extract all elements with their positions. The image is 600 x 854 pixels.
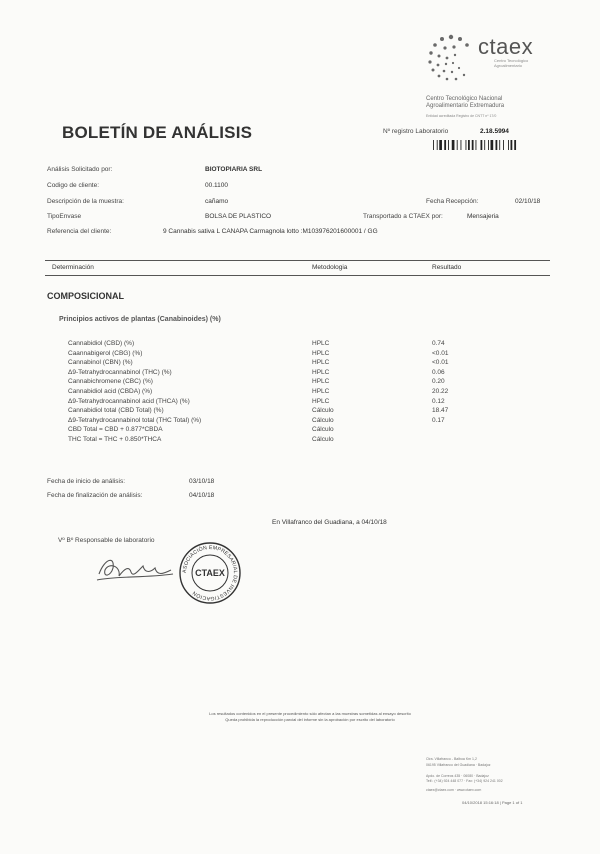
page-title: BOLETÍN DE ANÁLISIS xyxy=(62,123,253,142)
client-ref-value: 9 Cannabis sativa L CANAPA Carmagnola lotto :M103976201600001 / GG xyxy=(163,228,378,235)
table-row xyxy=(0,369,600,379)
method-cell: HPLC xyxy=(312,368,330,376)
table-row xyxy=(0,388,600,398)
registry-value: 2.18.5994 xyxy=(480,128,509,135)
method-cell: HPLC xyxy=(312,388,330,395)
start-date-label: Fecha de inicio de análisis: xyxy=(47,478,126,485)
section-title: COMPOSICIONAL xyxy=(47,291,125,301)
table-header-rule xyxy=(45,275,550,276)
address-line-4: Telf.: (+34) 924 448 077 · Fax: (+34) 924 241 002 xyxy=(426,779,503,783)
determination-cell: Δ9-Tetrahydrocannabinol (THC) (%) xyxy=(68,368,172,376)
center-name: Centro Tecnológico Nacional Agroalimentario Extremadura xyxy=(426,96,505,109)
table-row xyxy=(0,378,600,388)
table-row xyxy=(0,340,600,350)
determination-cell: Cannabidiol (CBD) (%) xyxy=(68,340,135,347)
subsection-title: Principios activos de plantas (Canabinoides) (%) xyxy=(59,316,221,323)
address-line-5: ctaex@ctaex.com · www.ctaex.com xyxy=(426,788,482,792)
determination-cell: Cannabidiol acid (CBDA) (%) xyxy=(68,388,153,395)
place-date: En Villafranco del Guadiana, a 04/10/18 xyxy=(272,519,387,526)
table-top-rule xyxy=(45,260,550,261)
determination-cell: CBD Total = CBD + 0.877*CBDA xyxy=(68,426,163,434)
result-cell: 0.06 xyxy=(432,368,445,376)
method-cell: Cálculo xyxy=(312,416,334,424)
ctaex-logo-icon xyxy=(425,32,477,84)
col-method: Metodologia xyxy=(312,264,348,271)
footer-note-1: Los resultados contenidos en el presente procedimiento sólo afectan a las muestras sometidas al ensayo descrito xyxy=(209,711,411,716)
table-row xyxy=(0,350,600,360)
requested-by-value: BIOTOPIARIA SRL xyxy=(205,166,263,173)
determination-cell: Δ9-Tetrahydrocannabinol total (THC Total) (%) xyxy=(68,416,202,424)
result-cell: <0.01 xyxy=(432,359,449,367)
reception-label: Fecha Recepción: xyxy=(426,198,479,205)
center-accreditation: Entidad acreditada Registro de CNTT nº 17/0 xyxy=(426,114,497,118)
requested-by-label: Análisis Solicitado por: xyxy=(47,166,113,173)
stamp-center-text: CTAEX xyxy=(195,568,225,578)
table-row xyxy=(0,417,600,427)
transport-label: Transportado a CTAEX por: xyxy=(363,213,443,220)
transport-value: Mensajeria xyxy=(467,213,499,220)
result-cell: <0.01 xyxy=(432,349,449,357)
address-line-3: Apdo. de Correos 435 · 06080 · Badajoz xyxy=(426,774,489,778)
start-date-value: 03/10/18 xyxy=(189,478,215,485)
result-cell: 0.17 xyxy=(432,416,445,424)
result-cell: 0.20 xyxy=(432,378,445,386)
method-cell: HPLC xyxy=(312,349,330,357)
method-cell: HPLC xyxy=(312,397,330,405)
determination-cell: Cannabinol (CBN) (%) xyxy=(68,359,133,367)
client-ref-label: Referencia del cliente: xyxy=(47,228,112,235)
table-row xyxy=(0,398,600,408)
barcode-icon xyxy=(433,140,543,150)
method-cell: HPLC xyxy=(312,359,330,367)
signature-icon xyxy=(95,548,175,588)
result-cell: 0.74 xyxy=(432,340,445,347)
method-cell: HPLC xyxy=(312,340,330,347)
address-line-1: Ctra. Villafranco - Balboa Km 1,2 xyxy=(426,757,477,761)
stamp-ring-text: ASOCIACIÓN EMPRESARIAL DE INVESTIGACIÓN xyxy=(181,544,239,602)
end-date-value: 04/10/18 xyxy=(189,492,215,499)
page-info: 04/10/2018 15:16:18 | Page 1 of 1 xyxy=(462,800,523,805)
determination-cell: Δ9-Tetrahydrocannabinol acid (THCA) (%) xyxy=(68,397,190,405)
determination-cell: Cannabidiol total (CBD Total) (%) xyxy=(68,407,164,415)
table-row xyxy=(0,436,600,446)
address-line-2: 06195 Villafranco del Guadiana · Badajoz xyxy=(426,763,491,767)
sample-desc-value: cañamo xyxy=(205,198,229,205)
client-code-value: 00.1100 xyxy=(205,182,229,189)
table-row xyxy=(0,407,600,417)
method-cell: Cálculo xyxy=(312,436,334,443)
lab-stamp-icon xyxy=(178,541,242,605)
determination-cell: THC Total = THC + 0.850*THCA xyxy=(68,436,162,443)
table-row xyxy=(0,426,600,436)
sample-desc-label: Descripción de la muestra: xyxy=(47,198,124,205)
reception-value: 02/10/18 xyxy=(515,198,541,205)
lab-responsible-label: Vº Bº Responsable de laboratorio xyxy=(58,537,155,544)
container-label: TipoEnvase xyxy=(47,213,82,220)
client-code-label: Codigo de cliente: xyxy=(47,182,100,189)
footer-note-2: Queda prohibida la reproducción parcial del informe sin la aprobación por escrito del laboratorio xyxy=(225,717,395,722)
method-cell: Cálculo xyxy=(312,407,334,415)
container-value: BOLSA DE PLASTICO xyxy=(205,213,272,220)
method-cell: Cálculo xyxy=(312,426,334,434)
result-cell: 0.12 xyxy=(432,397,445,405)
brand-name: ctaex xyxy=(478,34,534,59)
result-cell: 20.22 xyxy=(432,388,449,395)
table-row xyxy=(0,359,600,369)
end-date-label: Fecha de finalización de análisis: xyxy=(47,492,143,499)
method-cell: HPLC xyxy=(312,378,330,386)
result-cell: 18.47 xyxy=(432,407,449,415)
determination-cell: Cannabichromene (CBC) (%) xyxy=(68,378,153,386)
brand-tagline: Centro Tecnológico Agroalimentario xyxy=(494,58,529,68)
col-result: Resultado xyxy=(432,264,462,271)
col-determination: Determinación xyxy=(52,264,94,271)
registry-label: Nº registro Laboratorio xyxy=(383,128,449,135)
determination-cell: Caannabigerol (CBG) (%) xyxy=(68,349,143,357)
